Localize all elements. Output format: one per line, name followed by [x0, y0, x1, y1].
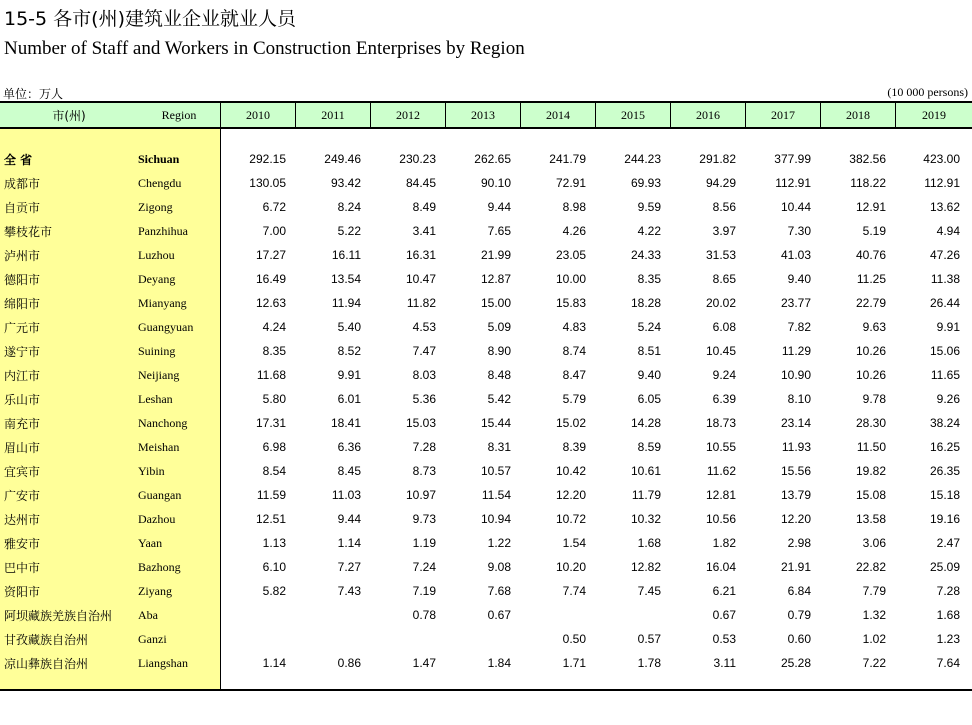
value-cell: 9.44 [487, 200, 511, 214]
value-cell: 10.97 [405, 488, 436, 502]
region-name-cell: Leshan [138, 391, 173, 406]
city-name-cell: 达州市 [4, 512, 41, 527]
value-cell: 377.99 [774, 152, 811, 166]
value-cell: 40.76 [855, 248, 886, 262]
value-cell: 90.10 [480, 176, 511, 190]
value-cell: 16.04 [705, 560, 736, 574]
value-cell: 10.20 [555, 560, 586, 574]
value-cell: 1.47 [412, 656, 436, 670]
value-cell: 1.14 [337, 536, 361, 550]
value-cell: 10.57 [480, 464, 511, 478]
value-cell: 13.54 [330, 272, 361, 286]
value-cell: 12.87 [480, 272, 511, 286]
value-cell: 12.51 [255, 512, 286, 526]
region-name-cell: Deyang [138, 271, 176, 286]
header-year: 2018 [821, 103, 896, 127]
table-row [0, 459, 972, 483]
value-cell: 8.65 [712, 272, 736, 286]
value-cell: 6.84 [787, 584, 811, 598]
value-cell: 1.32 [862, 608, 886, 622]
city-name-cell: 遂宁市 [4, 344, 41, 359]
value-cell: 16.25 [929, 440, 960, 454]
header-year: 2011 [296, 103, 371, 127]
region-name-cell: Bazhong [138, 559, 181, 574]
header-city: 市(州) [52, 108, 86, 123]
value-cell: 7.47 [412, 344, 436, 358]
value-cell: 19.82 [855, 464, 886, 478]
value-cell: 15.56 [780, 464, 811, 478]
value-cell: 4.24 [262, 320, 286, 334]
value-cell: 6.10 [262, 560, 286, 574]
value-cell: 12.63 [255, 296, 286, 310]
value-cell: 0.67 [487, 608, 511, 622]
value-cell: 0.60 [787, 632, 811, 646]
value-cell: 18.28 [630, 296, 661, 310]
table-row [0, 435, 972, 459]
value-cell: 8.49 [412, 200, 436, 214]
value-cell: 9.73 [412, 512, 436, 526]
city-name-cell: 乐山市 [4, 392, 41, 407]
value-cell: 4.26 [562, 224, 586, 238]
value-cell: 25.28 [780, 656, 811, 670]
value-cell: 1.02 [862, 632, 886, 646]
header-year: 2015 [596, 103, 671, 127]
value-cell: 5.80 [262, 392, 286, 406]
value-cell: 2.47 [936, 536, 960, 550]
value-cell: 72.91 [555, 176, 586, 190]
value-cell: 7.00 [262, 224, 286, 238]
value-cell: 3.06 [862, 536, 886, 550]
value-cell: 382.56 [849, 152, 886, 166]
data-table [0, 101, 972, 691]
city-name-cell: 绵阳市 [4, 296, 41, 311]
table-row [0, 363, 972, 387]
value-cell: 0.67 [712, 608, 736, 622]
value-cell: 11.65 [930, 368, 960, 382]
value-cell: 11.59 [256, 488, 286, 502]
value-cell: 94.29 [705, 176, 736, 190]
value-cell: 0.57 [637, 632, 661, 646]
value-cell: 10.94 [480, 512, 511, 526]
city-name-cell: 南充市 [4, 416, 41, 431]
value-cell: 18.41 [330, 416, 361, 430]
table-row [0, 147, 972, 171]
value-cell: 0.78 [412, 608, 436, 622]
value-cell: 0.50 [562, 632, 586, 646]
unit-label-english: (10 000 persons) [887, 85, 968, 99]
region-name-cell: Luzhou [138, 247, 175, 262]
value-cell: 26.44 [929, 296, 960, 310]
value-cell: 7.65 [487, 224, 511, 238]
value-cell: 93.42 [330, 176, 361, 190]
city-name-cell: 攀枝花市 [4, 224, 53, 239]
value-cell: 8.51 [637, 344, 661, 358]
value-cell: 0.53 [712, 632, 736, 646]
region-name-cell: Chengdu [138, 175, 182, 190]
value-cell: 8.59 [637, 440, 661, 454]
value-cell: 23.05 [555, 248, 586, 262]
value-cell: 8.10 [787, 392, 811, 406]
table-row [0, 627, 972, 651]
region-name-cell: Neijiang [138, 367, 180, 382]
value-cell: 8.35 [637, 272, 661, 286]
value-cell: 423.00 [923, 152, 960, 166]
value-cell: 7.22 [862, 656, 886, 670]
region-name-cell: Yibin [138, 463, 165, 478]
value-cell: 8.45 [337, 464, 361, 478]
table-title-chinese: 15-5 各市(州)建筑业企业就业人员 [4, 8, 296, 30]
table-row [0, 291, 972, 315]
value-cell: 1.13 [262, 536, 286, 550]
table-row [0, 171, 972, 195]
value-cell: 17.31 [255, 416, 286, 430]
value-cell: 1.68 [637, 536, 661, 550]
value-cell: 10.56 [705, 512, 736, 526]
value-cell: 11.82 [406, 296, 436, 310]
value-cell: 249.46 [324, 152, 361, 166]
value-cell: 6.08 [712, 320, 736, 334]
value-cell: 16.11 [331, 248, 361, 262]
value-cell: 11.68 [256, 368, 286, 382]
value-cell: 1.23 [936, 632, 960, 646]
table-row [0, 579, 972, 603]
table-row [0, 195, 972, 219]
value-cell: 20.02 [705, 296, 736, 310]
value-cell: 1.14 [262, 656, 286, 670]
region-name-cell: Nanchong [138, 415, 188, 430]
region-name-cell: Ziyang [138, 583, 172, 598]
value-cell: 15.44 [480, 416, 511, 430]
value-cell: 84.45 [405, 176, 436, 190]
value-cell: 24.33 [630, 248, 661, 262]
value-cell: 11.25 [856, 272, 886, 286]
value-cell: 1.71 [562, 656, 586, 670]
table-row [0, 339, 972, 363]
value-cell: 5.36 [412, 392, 436, 406]
region-name-cell: Mianyang [138, 295, 187, 310]
value-cell: 13.79 [780, 488, 811, 502]
city-name-cell: 眉山市 [4, 440, 41, 455]
value-cell: 9.40 [637, 368, 661, 382]
header-year: 2017 [746, 103, 821, 127]
value-cell: 13.58 [855, 512, 886, 526]
region-name-cell: Aba [138, 607, 158, 622]
value-cell: 1.22 [487, 536, 511, 550]
header-year: 2014 [521, 103, 596, 127]
value-cell: 6.21 [712, 584, 736, 598]
value-cell: 10.26 [855, 344, 886, 358]
value-cell: 12.91 [855, 200, 886, 214]
city-name-cell: 资阳市 [4, 584, 41, 599]
value-cell: 9.63 [862, 320, 886, 334]
value-cell: 12.20 [555, 488, 586, 502]
value-cell: 47.26 [929, 248, 960, 262]
region-name-cell: Guangan [138, 487, 182, 502]
region-name-cell: Suining [138, 343, 176, 358]
value-cell: 11.29 [781, 344, 811, 358]
value-cell: 6.01 [337, 392, 361, 406]
value-cell: 10.42 [555, 464, 586, 478]
header-year: 2012 [371, 103, 446, 127]
city-name-cell: 内江市 [4, 368, 41, 383]
value-cell: 2.98 [787, 536, 811, 550]
region-name-cell: Sichuan [138, 151, 180, 166]
table-row [0, 507, 972, 531]
value-cell: 1.19 [412, 536, 436, 550]
value-cell: 8.03 [412, 368, 436, 382]
value-cell: 8.56 [712, 200, 736, 214]
city-name-cell: 阿坝藏族羌族自治州 [4, 608, 113, 623]
unit-label-chinese: 单位：万人 [3, 87, 64, 101]
value-cell: 8.35 [262, 344, 286, 358]
value-cell: 9.91 [337, 368, 361, 382]
value-cell: 11.03 [331, 488, 361, 502]
value-cell: 26.35 [929, 464, 960, 478]
value-cell: 9.91 [936, 320, 960, 334]
value-cell: 112.91 [775, 176, 811, 190]
city-name-cell: 甘孜藏族自治州 [4, 632, 89, 647]
value-cell: 16.31 [405, 248, 436, 262]
value-cell: 1.84 [487, 656, 511, 670]
value-cell: 18.73 [705, 416, 736, 430]
value-cell: 15.03 [405, 416, 436, 430]
value-cell: 7.79 [862, 584, 886, 598]
value-cell: 15.06 [929, 344, 960, 358]
value-cell: 10.44 [780, 200, 811, 214]
value-cell: 241.79 [549, 152, 586, 166]
value-cell: 12.82 [630, 560, 661, 574]
region-name-cell: Liangshan [138, 655, 188, 670]
value-cell: 28.30 [855, 416, 886, 430]
value-cell: 5.40 [337, 320, 361, 334]
value-cell: 6.36 [337, 440, 361, 454]
value-cell: 6.05 [637, 392, 661, 406]
region-name-cell: Panzhihua [138, 223, 188, 238]
value-cell: 244.23 [624, 152, 661, 166]
value-cell: 8.54 [262, 464, 286, 478]
value-cell: 3.11 [713, 656, 736, 670]
value-cell: 7.30 [787, 224, 811, 238]
value-cell: 7.24 [412, 560, 436, 574]
value-cell: 38.24 [929, 416, 960, 430]
city-name-cell: 广元市 [4, 320, 41, 335]
value-cell: 262.65 [474, 152, 511, 166]
value-cell: 31.53 [705, 248, 736, 262]
value-cell: 11.93 [781, 440, 811, 454]
city-name-cell: 宜宾市 [4, 464, 41, 479]
value-cell: 1.68 [936, 608, 960, 622]
value-cell: 10.72 [555, 512, 586, 526]
value-cell: 10.45 [705, 344, 736, 358]
value-cell: 7.19 [412, 584, 436, 598]
header-year: 2013 [446, 103, 521, 127]
city-name-cell: 成都市 [4, 176, 41, 191]
value-cell: 15.00 [480, 296, 511, 310]
value-cell: 21.99 [480, 248, 511, 262]
value-cell: 5.19 [862, 224, 886, 238]
city-name-cell: 全 省 [4, 152, 33, 167]
value-cell: 41.03 [780, 248, 811, 262]
value-cell: 7.27 [337, 560, 361, 574]
value-cell: 9.24 [712, 368, 736, 382]
value-cell: 3.97 [712, 224, 736, 238]
value-cell: 21.91 [780, 560, 811, 574]
value-cell: 10.32 [630, 512, 661, 526]
value-cell: 5.24 [637, 320, 661, 334]
value-cell: 10.47 [405, 272, 436, 286]
value-cell: 5.79 [562, 392, 586, 406]
city-name-cell: 德阳市 [4, 272, 41, 287]
table-row [0, 219, 972, 243]
table-row [0, 387, 972, 411]
region-name-cell: Meishan [138, 439, 180, 454]
value-cell: 14.28 [630, 416, 661, 430]
value-cell: 6.72 [262, 200, 286, 214]
value-cell: 15.02 [555, 416, 586, 430]
city-name-cell: 广安市 [4, 488, 41, 503]
header-year: 2019 [922, 107, 946, 122]
value-cell: 10.90 [780, 368, 811, 382]
value-cell: 6.98 [262, 440, 286, 454]
value-cell: 0.79 [787, 608, 811, 622]
value-cell: 12.20 [780, 512, 811, 526]
city-name-cell: 巴中市 [4, 560, 41, 575]
value-cell: 13.62 [929, 200, 960, 214]
value-cell: 19.16 [929, 512, 960, 526]
city-name-cell: 雅安市 [4, 536, 41, 551]
region-name-cell: Zigong [138, 199, 173, 214]
city-name-cell: 泸州市 [4, 248, 41, 263]
city-name-cell: 自贡市 [4, 200, 41, 215]
value-cell: 22.82 [855, 560, 886, 574]
table-row [0, 411, 972, 435]
value-cell: 5.09 [487, 320, 511, 334]
value-cell: 130.05 [249, 176, 286, 190]
value-cell: 5.82 [262, 584, 286, 598]
value-cell: 3.41 [412, 224, 436, 238]
value-cell: 8.24 [337, 200, 361, 214]
value-cell: 7.28 [936, 584, 960, 598]
value-cell: 8.98 [562, 200, 586, 214]
value-cell: 15.18 [929, 488, 960, 502]
value-cell: 8.39 [562, 440, 586, 454]
value-cell: 16.49 [255, 272, 286, 286]
value-cell: 8.31 [487, 440, 511, 454]
value-cell: 11.54 [481, 488, 511, 502]
header-year: 2016 [671, 103, 746, 127]
region-name-cell: Yaan [138, 535, 163, 550]
value-cell: 7.64 [936, 656, 960, 670]
value-cell: 7.43 [337, 584, 361, 598]
value-cell: 7.82 [787, 320, 811, 334]
value-cell: 292.15 [249, 152, 286, 166]
table-body [0, 147, 972, 675]
value-cell: 118.22 [850, 176, 886, 190]
value-cell: 112.91 [924, 176, 960, 190]
value-cell: 11.94 [331, 296, 361, 310]
region-name-cell: Dazhou [138, 511, 176, 526]
region-name-cell: Ganzi [138, 631, 167, 646]
value-cell: 69.93 [630, 176, 661, 190]
value-cell: 8.73 [412, 464, 436, 478]
value-cell: 11.38 [930, 272, 960, 286]
value-cell: 0.86 [337, 656, 361, 670]
table-row [0, 531, 972, 555]
value-cell: 7.45 [637, 584, 661, 598]
value-cell: 9.26 [936, 392, 960, 406]
value-cell: 291.82 [699, 152, 736, 166]
value-cell: 10.00 [555, 272, 586, 286]
value-cell: 23.14 [780, 416, 811, 430]
value-cell: 4.83 [562, 320, 586, 334]
value-cell: 8.90 [487, 344, 511, 358]
table-row [0, 315, 972, 339]
table-row [0, 651, 972, 675]
value-cell: 22.79 [855, 296, 886, 310]
value-cell: 9.44 [337, 512, 361, 526]
value-cell: 23.77 [780, 296, 811, 310]
region-name-cell: Guangyuan [138, 319, 194, 334]
value-cell: 11.79 [631, 488, 661, 502]
value-cell: 4.94 [936, 224, 960, 238]
value-cell: 9.40 [787, 272, 811, 286]
value-cell: 6.39 [712, 392, 736, 406]
value-cell: 15.83 [555, 296, 586, 310]
value-cell: 9.59 [637, 200, 661, 214]
value-cell: 1.54 [562, 536, 586, 550]
value-cell: 10.26 [855, 368, 886, 382]
table-row [0, 267, 972, 291]
value-cell: 10.55 [705, 440, 736, 454]
value-cell: 230.23 [399, 152, 436, 166]
table-row [0, 243, 972, 267]
value-cell: 9.08 [487, 560, 511, 574]
value-cell: 7.68 [487, 584, 511, 598]
table-row [0, 555, 972, 579]
value-cell: 8.47 [562, 368, 586, 382]
table-header [0, 103, 972, 129]
value-cell: 8.48 [487, 368, 511, 382]
value-cell: 1.82 [712, 536, 736, 550]
header-year: 2010 [221, 103, 296, 127]
value-cell: 11.50 [856, 440, 886, 454]
value-cell: 9.78 [862, 392, 886, 406]
value-cell: 7.28 [412, 440, 436, 454]
value-cell: 10.61 [630, 464, 661, 478]
value-cell: 12.81 [705, 488, 736, 502]
value-cell: 11.62 [706, 464, 736, 478]
value-cell: 7.74 [562, 584, 586, 598]
table-row [0, 603, 972, 627]
city-name-cell: 凉山彝族自治州 [4, 656, 89, 671]
table-row [0, 483, 972, 507]
value-cell: 8.52 [337, 344, 361, 358]
header-region: Region [138, 103, 221, 127]
value-cell: 17.27 [255, 248, 286, 262]
value-cell: 5.22 [337, 224, 361, 238]
value-cell: 5.42 [487, 392, 511, 406]
value-cell: 8.74 [562, 344, 586, 358]
value-cell: 4.53 [412, 320, 436, 334]
value-cell: 1.78 [637, 656, 661, 670]
value-cell: 15.08 [855, 488, 886, 502]
value-cell: 4.22 [637, 224, 661, 238]
value-cell: 25.09 [929, 560, 960, 574]
table-title-english: Number of Staff and Workers in Construction Enterprises by Region [4, 38, 525, 59]
